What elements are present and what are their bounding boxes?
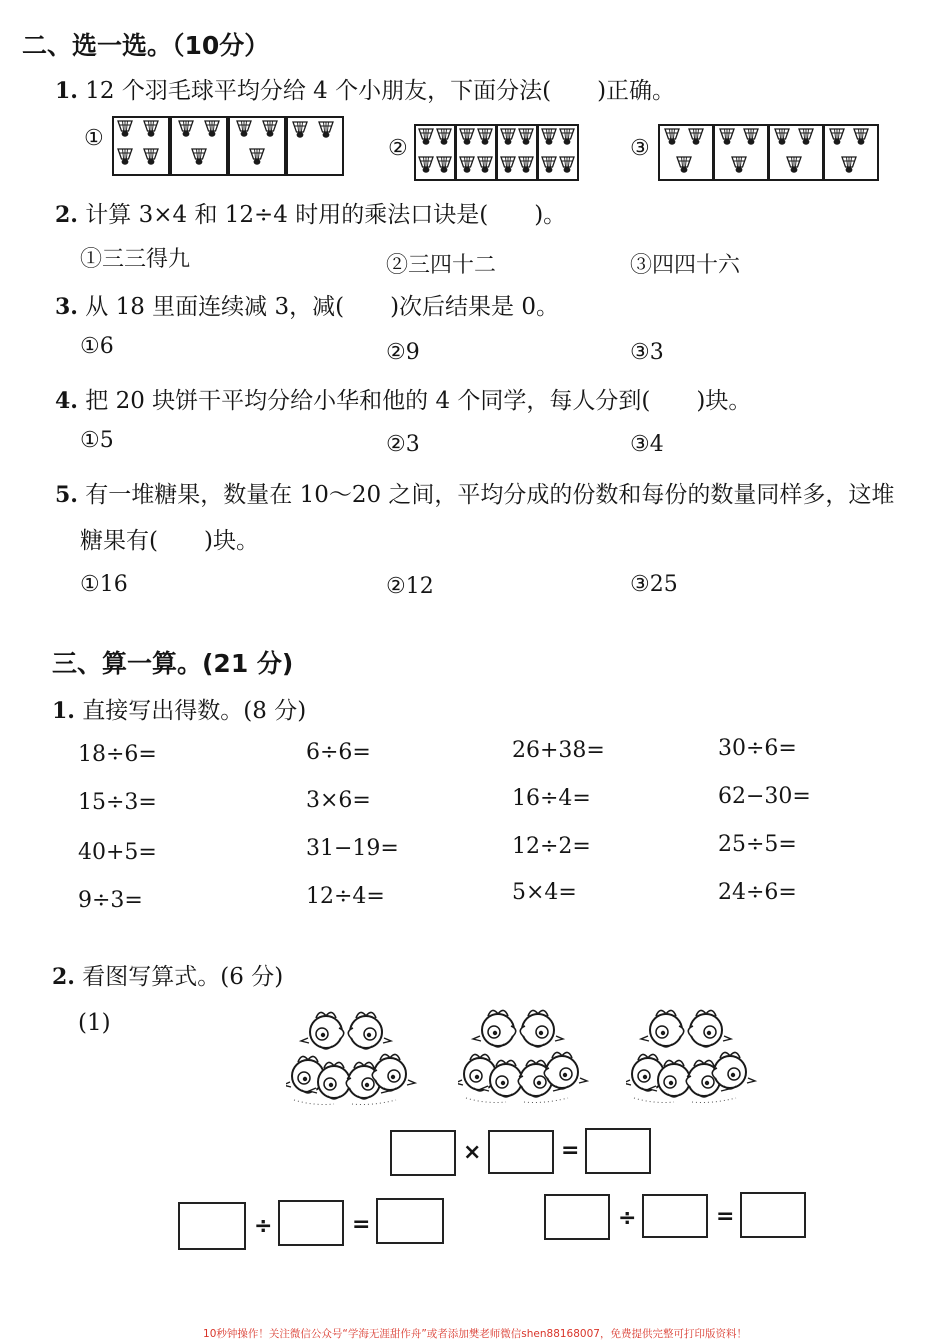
q2-1-option-2-label: ② [388, 136, 408, 161]
q2-5 [55, 476, 894, 509]
chick-group-3-image [626, 1002, 762, 1106]
q2-3-option-2: ②9 [386, 340, 420, 365]
calc-item: 3×6= [306, 788, 371, 813]
q3-1 [52, 692, 306, 725]
q3-1-text: 直接写出得数。(8 分) [82, 698, 307, 724]
q2-1-option-3-label: ③ [630, 136, 650, 161]
q2-3-option-3: ③3 [630, 340, 664, 365]
answer-box[interactable] [390, 1130, 456, 1176]
shuttlecock-grouping-option-1 [112, 116, 344, 178]
calc-item: 16÷4= [512, 786, 591, 811]
q2-3 [55, 288, 559, 321]
calc-item: 30÷6= [718, 736, 797, 761]
calc-item: 24÷6= [718, 880, 797, 905]
q2-1-option-1-label: ① [84, 126, 104, 151]
q2-1 [55, 72, 675, 105]
q2-3-text: 从 18 里面连续减 3，减( )次后结果是 0。 [85, 294, 560, 320]
answer-box[interactable] [376, 1198, 444, 1244]
answer-box[interactable] [278, 1200, 344, 1246]
equals-sign: = [352, 1212, 371, 1237]
q2-4-option-1: ①5 [80, 428, 114, 453]
q2-2-text: 计算 3×4 和 12÷4 时用的乘法口诀是( )。 [85, 202, 567, 228]
q2-5-option-3: ③25 [630, 572, 678, 597]
calc-item: 5×4= [512, 880, 577, 905]
q2-5-option-2: ②12 [386, 574, 434, 599]
shuttlecock-grouping-option-2 [414, 124, 580, 182]
q2-2 [55, 196, 566, 229]
calc-item: 12÷2= [512, 834, 591, 859]
q2-3-number: 3. [55, 294, 78, 320]
q3-2-sub-label: (1) [78, 1010, 111, 1036]
q3-2-text: 看图写算式。(6 分) [82, 964, 284, 990]
answer-box[interactable] [585, 1128, 651, 1174]
calc-item: 26+38= [512, 738, 605, 763]
calc-item: 15÷3= [78, 790, 157, 815]
q3-1-number: 1. [52, 698, 75, 724]
q2-4 [55, 382, 751, 415]
answer-box[interactable] [488, 1130, 554, 1174]
q2-4-text: 把 20 块饼干平均分给小华和他的 4 个同学，每人分到( )块。 [85, 388, 752, 414]
calc-item: 31−19= [306, 836, 399, 861]
chick-group-2-image [458, 1002, 594, 1106]
calc-item: 25÷5= [718, 832, 797, 857]
divide-sign: ÷ [618, 1206, 637, 1231]
q3-2-number: 2. [52, 964, 75, 990]
equals-sign: = [561, 1138, 580, 1163]
q2-4-option-2: ②3 [386, 432, 420, 457]
calc-item: 6÷6= [306, 740, 371, 765]
shuttlecock-grouping-option-3 [658, 124, 880, 182]
calc-item: 40+5= [78, 840, 157, 865]
chick-group-1-image [286, 1004, 422, 1108]
q2-5-option-1: ①16 [80, 572, 128, 597]
q2-4-option-3: ③4 [630, 432, 664, 457]
answer-box[interactable] [178, 1202, 246, 1250]
q2-2-option-3: ③四四十六 [630, 253, 741, 278]
section2-title: 二、选一选。（10分） [22, 31, 270, 60]
q2-2-option-1: ①三三得九 [80, 247, 191, 272]
section3-title: 三、算一算。(21 分) [52, 649, 294, 678]
q2-3-option-1: ①6 [80, 334, 114, 359]
q2-1-text: 12 个羽毛球平均分给 4 个小朋友，下面分法( )正确。 [85, 78, 676, 104]
q2-2-option-2: ②三四十二 [386, 253, 497, 278]
calc-item: 18÷6= [78, 742, 157, 767]
equals-sign: = [716, 1204, 735, 1229]
calc-item: 9÷3= [78, 888, 143, 913]
q3-2 [52, 958, 283, 991]
calc-item: 62−30= [718, 784, 811, 809]
q2-5-text-line2: 糖果有( )块。 [80, 528, 259, 554]
footer-promo-text: 10秒钟操作！关注微信公众号“学海无涯甜作舟”或者添加樊老师微信shen88168007，免费提供完整可打印版资料！ [203, 1328, 747, 1340]
calc-item: 12÷4= [306, 884, 385, 909]
q2-5-text-line1: 有一堆糖果，数量在 10～20 之间，平均分成的份数和每份的数量同样多，这堆 [85, 482, 895, 508]
q2-5-number: 5. [55, 482, 78, 508]
q2-2-number: 2. [55, 202, 78, 228]
divide-sign: ÷ [254, 1214, 273, 1239]
answer-box[interactable] [544, 1194, 610, 1240]
q2-1-number: 1. [55, 78, 78, 104]
answer-box[interactable] [740, 1192, 806, 1238]
times-sign: × [463, 1140, 482, 1165]
q2-4-number: 4. [55, 388, 78, 414]
answer-box[interactable] [642, 1194, 708, 1238]
